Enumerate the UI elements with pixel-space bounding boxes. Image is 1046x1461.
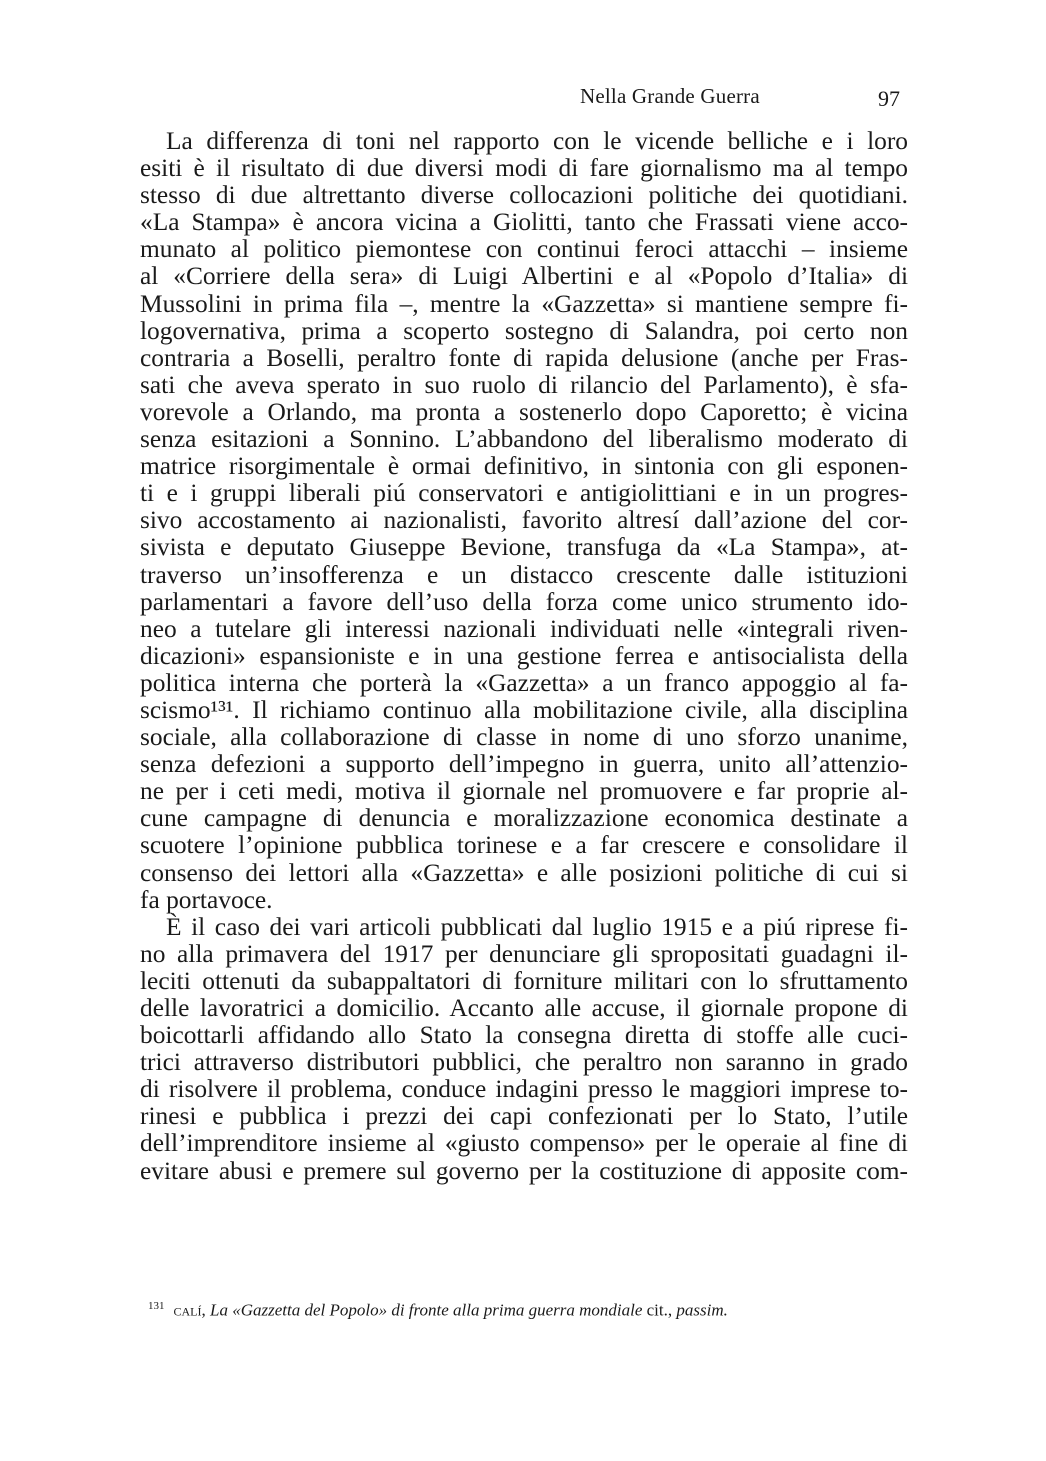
running-head-title: Nella Grande Guerra <box>580 84 760 108</box>
text-line: sivista e deputato Giuseppe Bevione, transfuga da «La Stampa», at- <box>140 533 908 562</box>
footnote-number: 131 <box>148 1300 165 1312</box>
text-line: Mussolini in prima fila –, mentre la «Gazzetta» si mantiene sempre fi- <box>140 289 908 318</box>
footnote-title: La «Gazzetta del Popolo» di fronte alla prima guerra mondiale <box>210 1300 643 1320</box>
text-line: stesso di due altrettanto diverse collocazioni politiche dei quotidiani. <box>140 181 908 210</box>
text-line: senza defezioni a supporto dell’impegno in guerra, unito all’attenzio- <box>140 750 908 779</box>
text-line: munato al politico piemontese con continui feroci attacchi – insieme <box>140 235 908 264</box>
text-line: politica interna che porterà la «Gazzetta» a un franco appoggio al fa- <box>140 668 908 697</box>
text-line: ne per i ceti medi, motiva il giornale nel promuovere e far proprie al- <box>140 777 908 806</box>
text-line: logovernativa, prima a scoperto sostegno di Salandra, poi certo non <box>140 316 908 345</box>
text-line: dicazioni» espansioniste e in una gestione ferrea e antisocialista della <box>140 641 908 670</box>
text-line: leciti ottenuti da subappaltatori di forniture militari con lo sfruttamento <box>140 966 908 995</box>
text-line: no alla primavera del 1917 per denunciare gli spropositati guadagni il- <box>140 939 908 968</box>
text-line: scuotere l’opinione pubblica torinese e a far crescere e consolidare il <box>140 831 908 860</box>
text-line: «La Stampa» è ancora vicina a Giolitti, tanto che Frassati viene acco- <box>140 208 908 237</box>
text-line: delle lavoratrici a domicilio. Accanto alle accuse, il giornale propone di <box>140 994 908 1022</box>
text-line: cune campagne di denuncia e moralizzazione economica destinate a <box>140 804 908 833</box>
footnote <box>148 1300 728 1321</box>
text-line: esiti è il risultato di due diversi modi di fare giornalismo ma al tempo <box>140 154 908 183</box>
text-line: La differenza di toni nel rapporto con le vicende belliche e i loro <box>166 127 908 155</box>
body-text <box>140 128 908 1185</box>
text-line: sociale, alla collaborazione di classe in nome di uno sforzo unanime, <box>140 723 908 752</box>
footnote-passim: passim. <box>676 1300 728 1320</box>
text-line: sati che aveva sperato in suo ruolo di rilancio del Parlamento), è sfa- <box>140 370 908 399</box>
text-line: traverso un’insofferenza e un distacco crescente dalle istituzioni <box>140 560 908 589</box>
text-line: evitare abusi e premere sul governo per la costituzione di apposite com- <box>140 1156 908 1185</box>
text-line: neo a tutelare gli interessi nazionali individuati nelle «integrali riven- <box>140 614 908 643</box>
text-line: al «Corriere della sera» di Luigi Albertini e al «Popolo d’Italia» di <box>140 262 908 291</box>
text-line: trici attraverso distributori pubblici, che peraltro non saranno in grado <box>140 1048 908 1077</box>
text-line: È il caso dei vari articoli pubblicati dal luglio 1915 e a piú riprese fi- <box>166 912 908 941</box>
text-line: dell’imprenditore insieme al «giusto compenso» per le operaie al fine di <box>140 1129 908 1158</box>
text-line: contraria a Boselli, peraltro fonte di rapida delusione (anche per Fras- <box>140 343 908 372</box>
text-line: fa portavoce. <box>140 885 273 914</box>
footnote-author: calí, <box>173 1300 206 1320</box>
text-line: rinesi e pubblica i prezzi dei capi confezionati per lo Stato, l’utile <box>140 1102 908 1131</box>
text-line: parlamentari a favore dell’uso della forza come unico strumento ido- <box>140 587 908 616</box>
page-number: 97 <box>878 86 900 111</box>
text-line: di risolvere il problema, conduce indagini presso le maggiori imprese to- <box>140 1075 908 1104</box>
text-line: ti e i gruppi liberali piú conservatori e antigiolittiani e in un progres- <box>140 479 908 508</box>
text-line: scismo¹³¹. Il richiamo continuo alla mobilitazione civile, alla disciplina <box>140 695 908 724</box>
text-line: consenso dei lettori alla «Gazzetta» e alle posizioni politiche di cui si <box>140 858 908 887</box>
text-line: vorevole a Orlando, ma pronta a sostenerlo dopo Caporetto; è vicina <box>140 397 908 426</box>
footnote-ref: cit., <box>642 1300 677 1320</box>
text-line: matrice risorgimentale è ormai definitivo, in sintonia con gli esponen- <box>140 452 908 481</box>
text-line: sivo accostamento ai nazionalisti, favorito altresí dall’azione del cor- <box>140 506 908 535</box>
text-line: senza esitazioni a Sonnino. L’abbandono del liberalismo moderato di <box>140 425 908 454</box>
text-line: boicottarli affidando allo Stato la consegna diretta di stoffe alle cuci- <box>140 1021 908 1050</box>
